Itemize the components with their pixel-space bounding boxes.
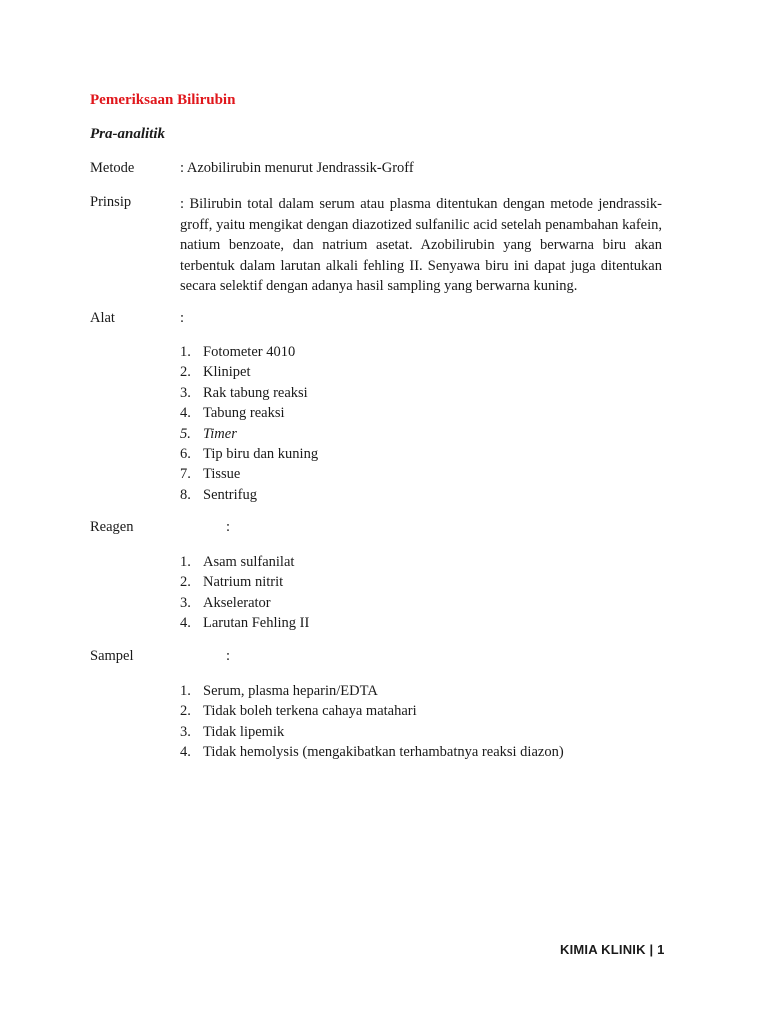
list-number: 5.: [180, 425, 191, 442]
list-number: 3.: [180, 723, 191, 740]
list-number: 4.: [180, 744, 191, 761]
list-item: [180, 464, 318, 484]
list-number: 1.: [180, 683, 191, 699]
alat-label: Alat: [90, 310, 115, 326]
alat-colon: :: [180, 310, 185, 326]
list-number: 2.: [180, 364, 191, 381]
metode-value: : Azobilirubin menurut Jendrassik-Groff: [180, 160, 414, 176]
list-item: [180, 572, 309, 592]
alat-list: [180, 342, 318, 505]
list-text: Tabung reaksi: [203, 405, 285, 422]
list-item: [180, 552, 309, 572]
list-number: 3.: [180, 594, 191, 611]
list-item: [180, 593, 309, 613]
list-number: 4.: [180, 615, 191, 632]
sampel-label: Sampel: [90, 648, 134, 664]
list-text: Fotometer 4010: [203, 344, 296, 360]
metode-label: Metode: [90, 160, 135, 176]
reagen-label: Reagen: [90, 519, 134, 535]
list-item: [180, 701, 564, 721]
list-number: 6.: [180, 446, 191, 463]
list-text: Tip biru dan kuning: [203, 446, 319, 463]
list-item: [180, 444, 318, 464]
prinsip-label: Prinsip: [90, 194, 132, 210]
list-item: [180, 681, 564, 701]
list-number: 7.: [180, 466, 191, 483]
list-item: [180, 362, 318, 382]
list-item: [180, 722, 564, 742]
list-number: 1.: [180, 554, 191, 570]
list-text: Tidak lipemik: [203, 723, 285, 740]
list-item: [180, 424, 318, 444]
list-number: 2.: [180, 574, 191, 591]
list-item: [180, 403, 318, 423]
list-text: Timer: [203, 425, 237, 442]
sampel-list: [180, 681, 564, 763]
list-number: 2.: [180, 703, 191, 720]
list-text: Asam sulfanilat: [203, 554, 295, 570]
list-text: Klinipet: [203, 364, 251, 381]
list-item: [180, 485, 318, 505]
list-number: 4.: [180, 405, 191, 422]
list-number: 3.: [180, 384, 191, 401]
list-number: 1.: [180, 344, 191, 360]
list-text: Tidak boleh terkena cahaya matahari: [203, 703, 417, 720]
list-item: [180, 613, 309, 633]
list-text: Serum, plasma heparin/EDTA: [203, 683, 378, 699]
list-text: Natrium nitrit: [203, 574, 284, 591]
sampel-colon: :: [226, 648, 231, 664]
document-title: Pemeriksaan Bilirubin: [90, 92, 236, 108]
list-text: Akselerator: [203, 594, 271, 611]
list-text: Rak tabung reaksi: [203, 384, 308, 401]
list-item: [180, 383, 318, 403]
reagen-colon: :: [226, 519, 231, 535]
reagen-list: [180, 552, 309, 634]
list-item: [180, 742, 564, 762]
list-text: Tidak hemolysis (mengakibatkan terhambatnya reaksi diazon): [203, 744, 564, 761]
list-text: Larutan Fehling II: [203, 615, 310, 632]
section-heading: Pra-analitik: [90, 126, 166, 142]
list-number: 8.: [180, 486, 191, 503]
page-footer: KIMIA KLINIK | 1: [560, 942, 665, 957]
list-item: [180, 342, 318, 362]
list-text: Sentrifug: [203, 486, 257, 503]
list-text: Tissue: [203, 466, 241, 483]
prinsip-text: : Bilirubin total dalam serum atau plasma ditentukan dengan metode jendrassik-groff, yaitu mengikat dengan diazotized sulfanilic acid setelah penambahan kafein, natium benzoate, dan natrium asetat. Azobilirubin yang berwarna biru akan terbentuk dalam larutan alkali fehling II. Senyawa biru ini dapat juga ditentukan secara selektif dengan adanya hasil sampling yang berwarna kuning.: [180, 196, 662, 295]
